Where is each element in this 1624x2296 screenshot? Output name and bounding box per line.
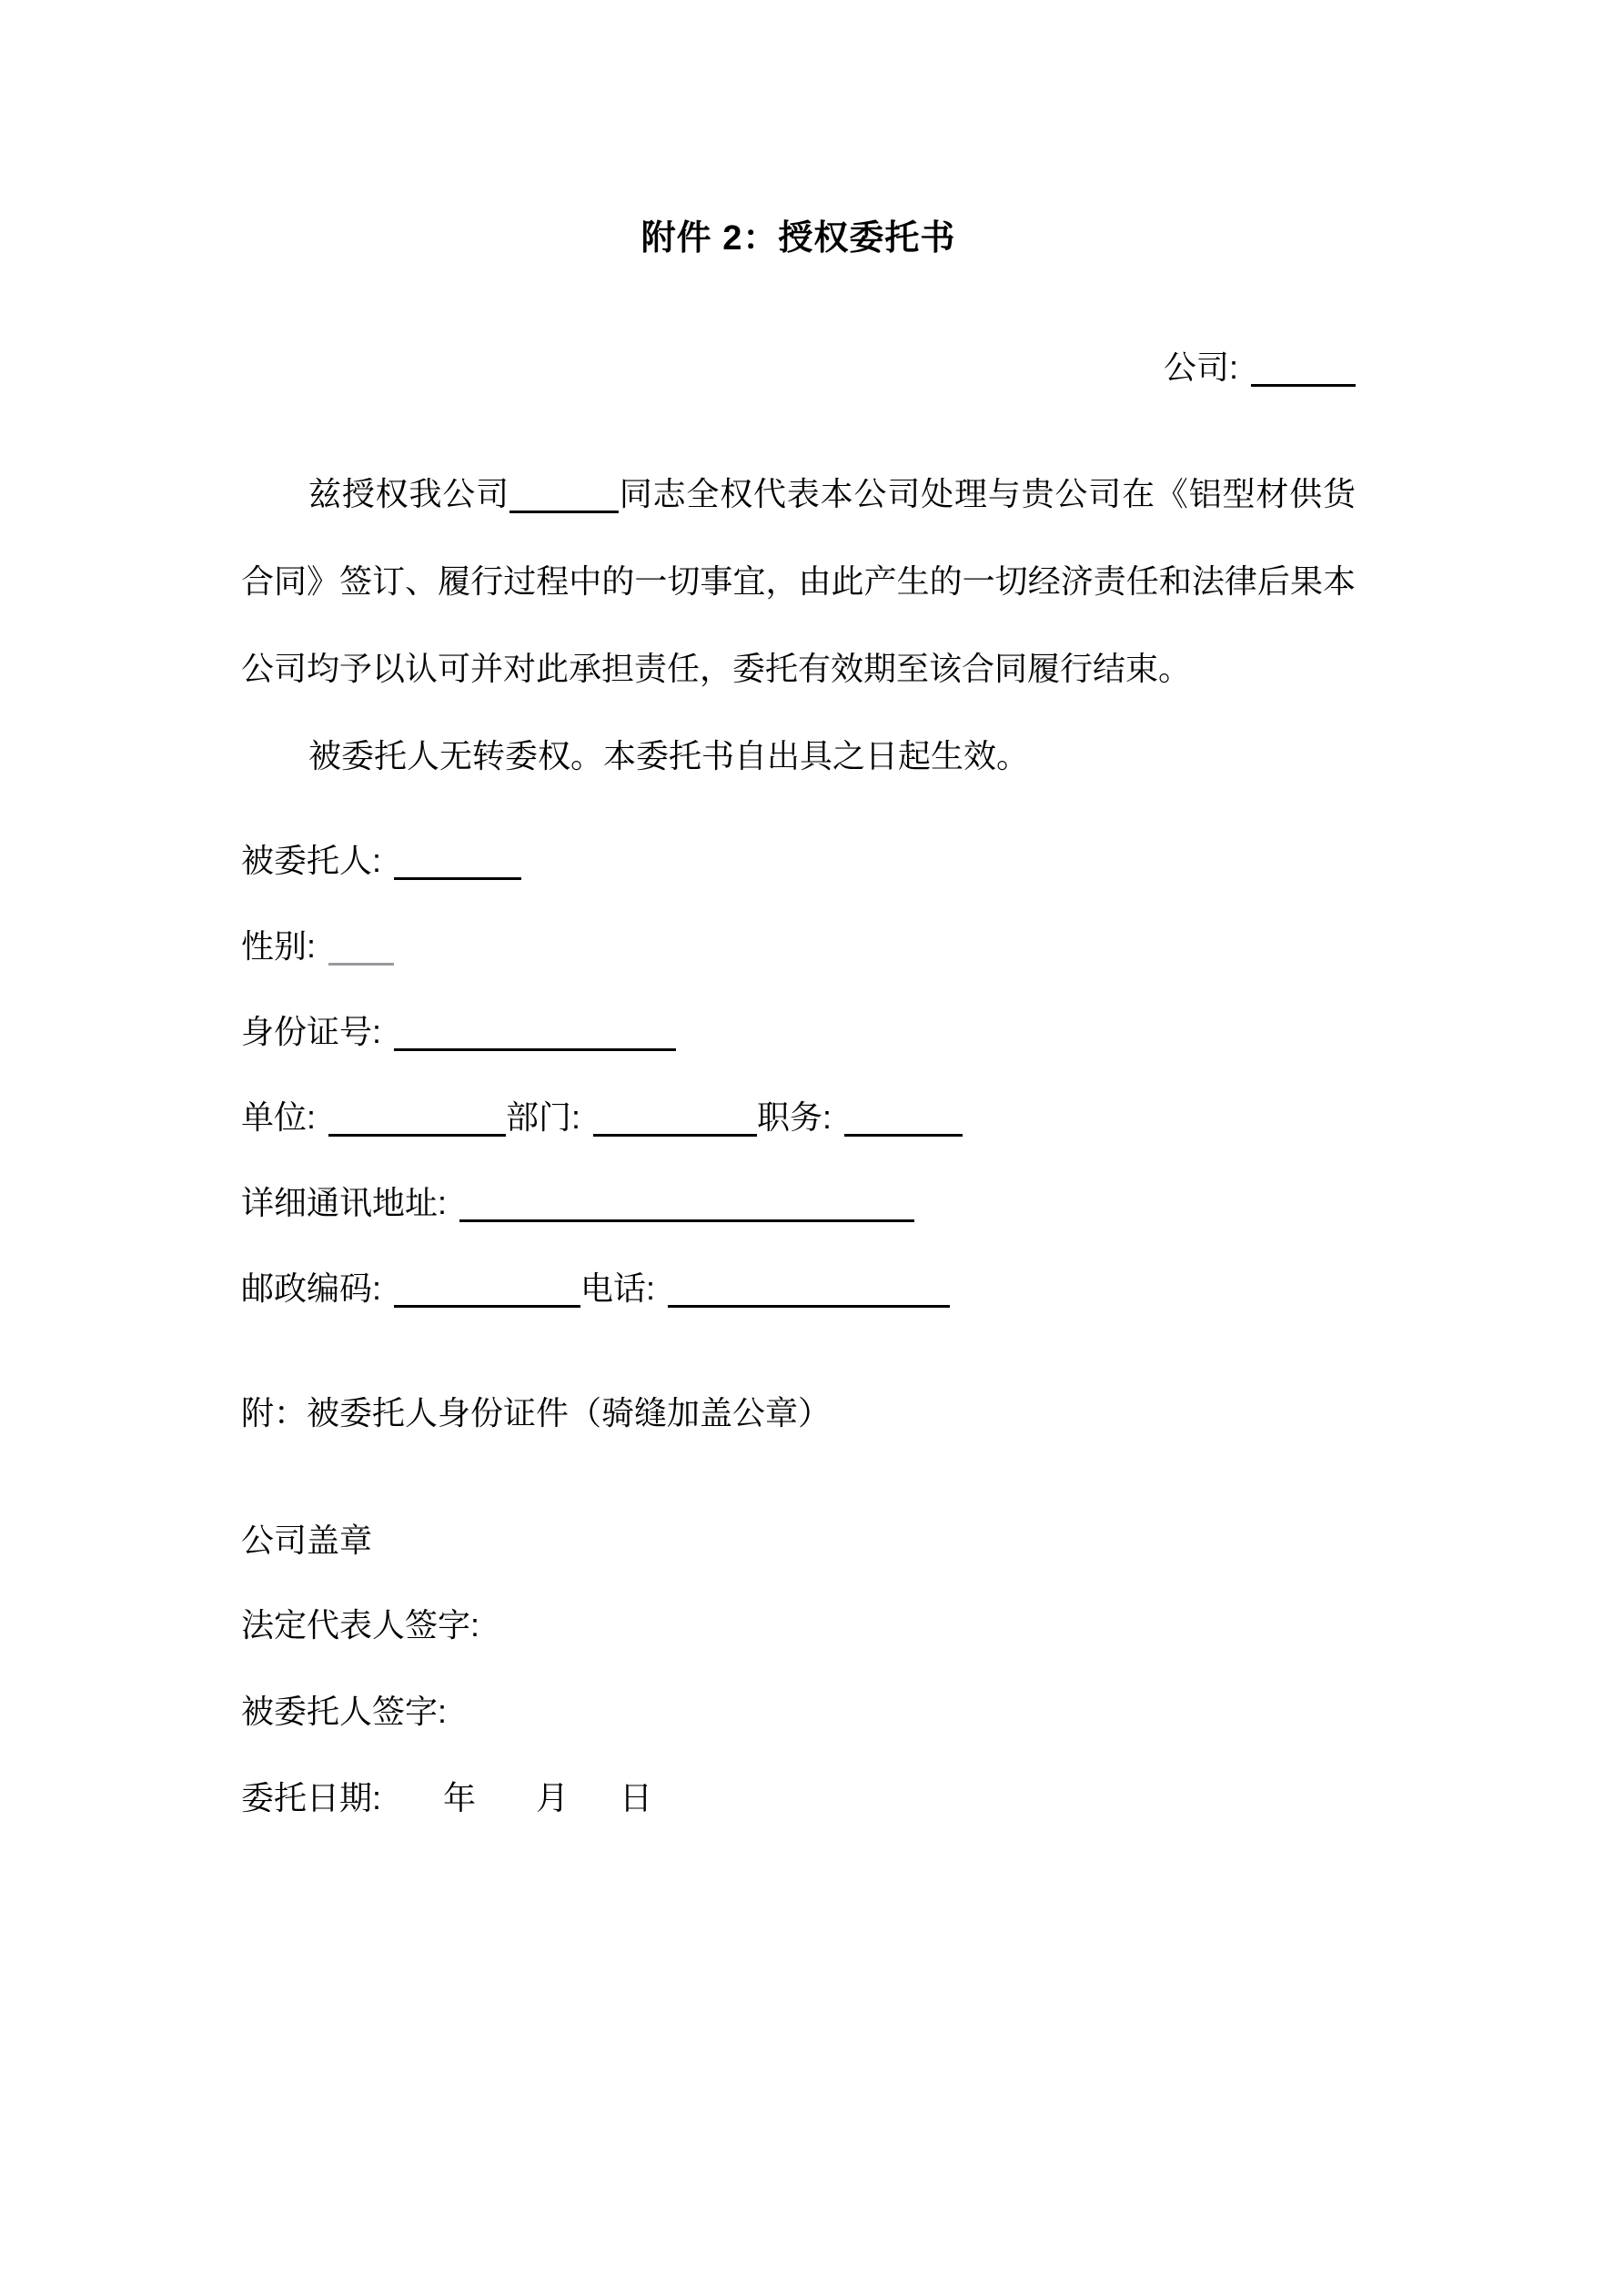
postal-code-blank-line: [394, 1272, 580, 1308]
paragraph1-line2: 合同》签订、履行过程中的一切事宜，由此产生的一切经济责任和法律后果本: [241, 562, 1356, 600]
unit-blank-line: [328, 1101, 506, 1137]
address-label: 详细通讯地址:: [241, 1184, 448, 1221]
unit-label: 单位:: [241, 1098, 317, 1136]
postal-code-label: 邮政编码:: [241, 1269, 382, 1307]
id-number-blank-line: [394, 1016, 676, 1051]
document-title: 附件 2：授权委托书: [641, 219, 956, 258]
paragraph1-line1-pre: 兹授权我公司: [308, 475, 509, 512]
paragraph1-line1-post: 同志全权代表本公司处理与贵公司在《铝型材供货: [618, 475, 1356, 512]
agent-field-row: [241, 837, 1356, 885]
company-blank-line: [1251, 351, 1356, 387]
agent-signature-label: 被委托人签字:: [241, 1693, 448, 1730]
agent-blank-line: [394, 845, 521, 880]
authorized-person-blank-line: [509, 478, 619, 513]
date-day-label: 日: [620, 1779, 653, 1816]
position-blank-line: [844, 1101, 963, 1137]
paragraph1-line1: [241, 470, 1356, 518]
address-field-row: [241, 1179, 1356, 1227]
gender-blank-line: [328, 930, 394, 966]
commission-date-label: 委托日期:: [241, 1779, 382, 1816]
paragraph1-line3: 公司均予以认可并对此承担责任，委托有效期至该合同履行结束。: [241, 650, 1192, 687]
gender-field-row: [241, 923, 1356, 970]
id-number-field-row: [241, 1008, 1356, 1056]
position-label: 职务:: [757, 1098, 832, 1136]
agent-label: 被委托人:: [241, 842, 382, 879]
unit-department-position-row: [241, 1094, 1356, 1141]
phone-label: 电话:: [580, 1269, 656, 1307]
department-label: 部门:: [506, 1098, 581, 1136]
authorization-paragraph: [241, 470, 1356, 693]
no-subdelegation-paragraph: 被委托人无转委权。本委托书自出具之日起生效。: [308, 737, 1030, 774]
gender-label: 性别:: [241, 927, 317, 965]
company-line: [241, 344, 1356, 391]
phone-blank-line: [668, 1272, 950, 1308]
address-blank-line: [459, 1187, 914, 1222]
date-month-label: 月: [536, 1779, 570, 1816]
attachment-note: 附：被委托人身份证件（骑缝加盖公章）: [241, 1394, 832, 1431]
legal-representative-signature-label: 法定代表人签字:: [241, 1606, 480, 1644]
postal-phone-row: [241, 1265, 1356, 1312]
commission-date-row: [241, 1775, 1356, 1822]
company-label: 公司:: [1163, 349, 1238, 386]
date-year-label: 年: [443, 1779, 477, 1816]
id-number-label: 身份证号:: [241, 1013, 382, 1050]
company-seal-label: 公司盖章: [241, 1522, 373, 1559]
department-blank-line: [593, 1101, 757, 1137]
